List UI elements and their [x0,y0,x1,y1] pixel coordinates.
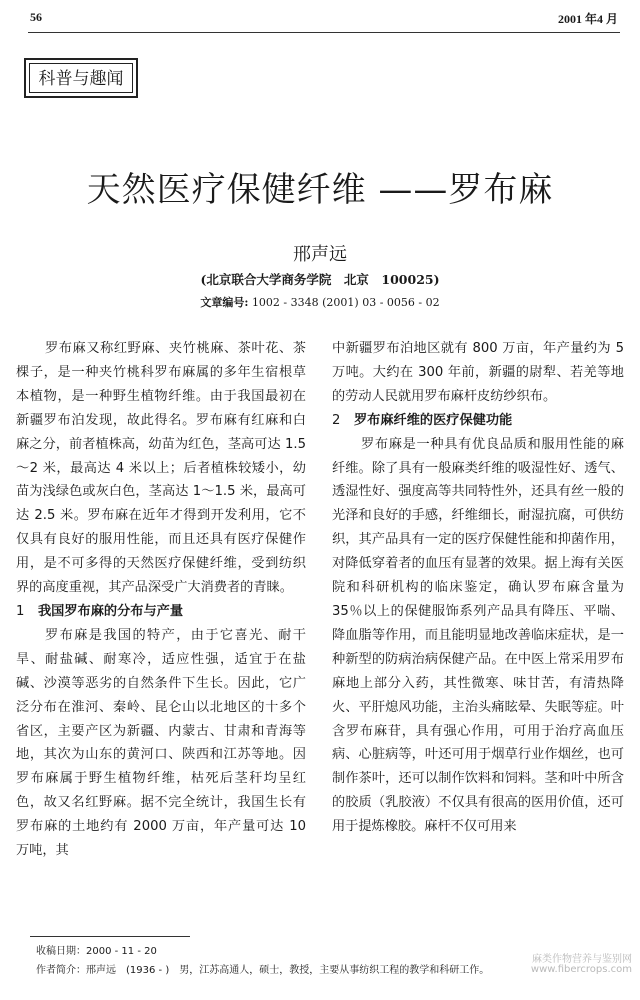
section-2-title: 罗布麻纤维的医疗保健功能 [354,412,513,428]
watermark-url: www.fibercrops.com [530,964,632,975]
header-rule [28,32,620,33]
section-1-heading [16,600,306,624]
column-label-box [24,58,138,98]
section-2-paragraph: 罗布麻是一种具有优良品质和服用性能的麻纤维。除了具有一般麻类纤维的吸湿性好、透气、透湿性好、强度高等共同特性外，还具有丝一般的光泽和良好的手感，纤维细长，耐湿抗腐，可供纺织，其产品具有一定的医疗保健性能和抑菌作用，对降低穿着者的血压有显著的效果。据上海有关医院和科研机构的临床鉴定，确认罗布麻含量为 35％以上的保健服饰系列产品具有降压、平喘、降血脂等作用，而且能明显地改善临床症状，是一种新型的防病治病保健产品。在中医上常采用罗布麻地上部分入药，其性微寒、味甘苦，有清热降火、平肝熄风功能，主治头痛眩晕、失眠等症。叶含罗布麻苷，具有强心作用，可用于治疗高血压病、心脏病等，叶还可用于烟草行业作烟丝，也可制作茶叶，还可以制作饮料和饲料。茎和叶中所含的胶质（乳胶液）不仅具有很高的医用价值，还可用于提炼橡胶。麻杆不仅可用来 [332,436,624,835]
section-1-paragraph: 罗布麻是我国的特产，由于它喜光、耐干旱、耐盐碱、耐寒冷，适应性强，适宜于在盐碱、沙漠等恶劣的自然条件下生长。因此，它广泛分布在淮河、秦岭、昆仑山以北地区的十多个省区，主要产区为新疆、内蒙古、甘肃和青海等地，其次为山东的黄河口、陕西和江苏等地。因罗布麻属于野生植物纤维，枯死后茎秆均呈红色，故又名红野麻。据不完全统计，我国生长有罗布麻的土地约有 2000 万亩，年产量可达 10 万吨，其 [16,627,306,859]
issue-date: 2001 年4 月 [557,12,618,26]
column-label: 科普与趣闻 [29,63,133,93]
left-column [16,337,306,863]
page-number: 56 [30,10,42,24]
watermark-site-name: 麻类作物营养与鉴别网 [532,954,632,965]
received-date: 收稿日期：2000 - 11 - 20 [36,946,157,957]
doc-number-value: 1002 - 3348 (2001) 03 - 0056 - 02 [251,296,440,309]
doc-number-label: 文章编号: [200,296,249,309]
author-bio: 作者简介：邢声远 (1936 - ) 男，江苏高通人，硕士，教授，主要从事纺织工程的教学和科研工作。 [36,965,490,976]
affiliation: (北京联合大学商务学院 北京 100025) [200,272,440,287]
intro-paragraph: 罗布麻又称红野麻、夹竹桃麻、茶叶花、茶棵子，是一种夹竹桃科罗布麻属的多年生宿根草本植物，是一种野生植物纤维。由于我国最初在新疆罗布泊发现，故此得名。罗布麻有红麻和白麻之分，前者植株高，幼苗为红色，茎高可达 1.5～2 米，最高达 4 米以上；后者植株较矮小，幼苗为浅绿色或灰白色，茎高达 1～1.5 米，最高可达 2.5 米。罗布麻在近年才得到开发利用，它不仅具有良好的服用性能，而且还具有医疗保健作用，是不可多得的天然医疗保健纤维，受到纺织界的高度重视，其产品深受广大消费者的青睐。 [16,341,306,596]
section-1-number: 1 [16,603,25,619]
author: 邢声远 [293,244,347,265]
right-column [332,337,624,839]
section-2-number: 2 [332,412,341,428]
footnote-rule [30,936,190,937]
section-2-heading [332,409,624,433]
article-title: 天然医疗保健纤维 ——罗布麻 [86,170,554,210]
continuation-paragraph: 中新疆罗布泊地区就有 800 万亩，年产量约为 5 万吨。大约在 300 年前，新疆的尉犁、若羌等地的劳动人民就用罗布麻杆皮纺纱织布。 [332,341,624,404]
doc-number [0,294,640,310]
section-1-title: 我国罗布麻的分布与产量 [38,603,184,619]
